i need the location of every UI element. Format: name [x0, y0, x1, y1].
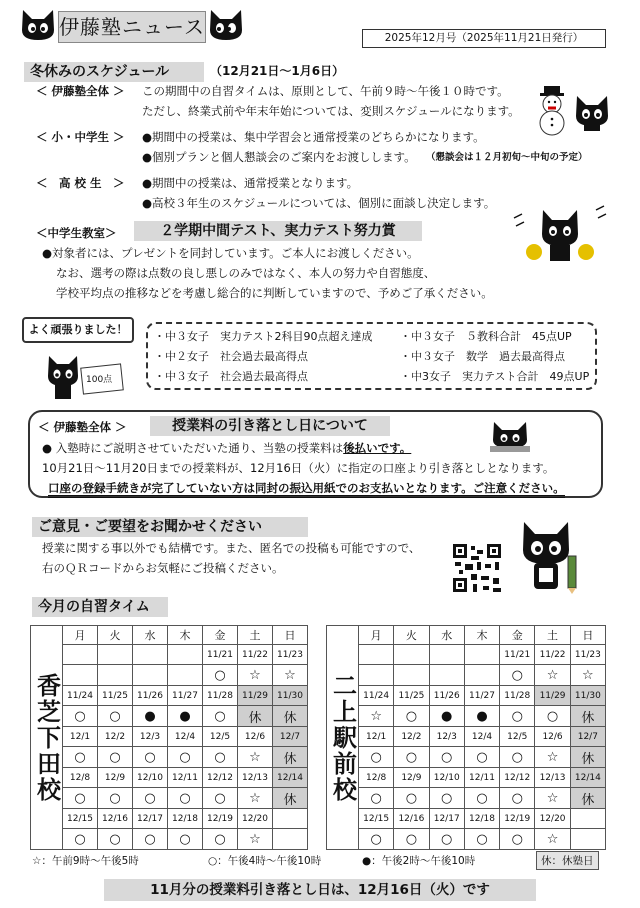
weekday-header: 金: [500, 626, 535, 645]
mark-cell: [63, 665, 98, 686]
mark-cell: [359, 665, 394, 686]
mark-cell: 休: [273, 788, 308, 809]
tuition-warning-text: 口座の登録手続きが完了していない方は同封の振込用紙でのお支払いとなります。ご注意ください。: [48, 481, 565, 498]
date-cell: [63, 645, 98, 665]
score-tag: 100点: [86, 375, 113, 385]
footer-notice: 11月分の授業料引き落とし日は、12月16日（火）です: [104, 879, 536, 901]
date-cell: 11/27: [168, 686, 203, 706]
date-cell: [133, 645, 168, 665]
mark-cell: ○: [464, 788, 499, 809]
mark-cell: ○: [98, 747, 133, 768]
date-row: [327, 645, 606, 665]
date-row: [31, 645, 308, 665]
mark-cell: ○: [359, 788, 394, 809]
qr-code-icon[interactable]: [451, 542, 503, 594]
winter-row-label: ＜ 小・中学生 ＞: [36, 130, 125, 144]
mark-cell: ○: [359, 747, 394, 768]
date-cell: 12/12: [203, 768, 238, 788]
cat-face-icon: [574, 94, 610, 132]
mark-cell: 休: [570, 788, 605, 809]
school-name: 二上駅前校: [327, 626, 359, 850]
mark-cell: ○: [394, 747, 429, 768]
date-cell: 12/20: [535, 809, 570, 829]
date-cell: 11/29: [535, 686, 570, 706]
date-cell: 12/19: [500, 809, 535, 829]
date-cell: 12/20: [238, 809, 273, 829]
mark-row: [31, 788, 308, 809]
feedback-title: ご意見・ご要望をお聞かせください: [32, 517, 308, 537]
date-cell: 11/23: [570, 645, 605, 665]
date-cell: 11/22: [535, 645, 570, 665]
mark-cell: ○: [203, 788, 238, 809]
mark-cell: ○: [500, 788, 535, 809]
mark-cell: ○: [394, 829, 429, 850]
date-cell: 12/15: [63, 809, 98, 829]
mark-row: [327, 665, 606, 686]
winter-row-label: ＜ 高 校 生 ＞: [36, 176, 125, 190]
mark-cell: [394, 665, 429, 686]
cheering-cat-icon: [512, 204, 608, 266]
date-row: [31, 809, 308, 829]
mark-cell: ○: [63, 706, 98, 727]
achievement-item: ・中３女子 ５教科合計 45点UP: [400, 330, 572, 343]
date-cell: 12/7: [570, 727, 605, 747]
mark-cell: ○: [63, 829, 98, 850]
date-cell: 12/3: [133, 727, 168, 747]
issue-date: 2025年12月号（2025年11月21日発行）: [362, 29, 606, 48]
legend-dot: ●：午後2時～午後10時: [362, 855, 476, 867]
achievement-item: ・中３女子 実力テスト2科目90点超え達成: [154, 330, 373, 343]
weekday-header: 木: [464, 626, 499, 645]
date-cell: 12/11: [464, 768, 499, 788]
weekday-header: 水: [429, 626, 464, 645]
date-cell: 12/3: [429, 727, 464, 747]
date-cell: 11/21: [203, 645, 238, 665]
weekday-header: 日: [570, 626, 605, 645]
midterm-label: ＜中学生教室＞: [36, 226, 117, 240]
date-cell: 12/6: [535, 727, 570, 747]
mark-cell: ○: [429, 829, 464, 850]
date-cell: 11/25: [394, 686, 429, 706]
date-cell: 11/30: [273, 686, 308, 706]
weekday-header: 金: [203, 626, 238, 645]
date-cell: 12/2: [394, 727, 429, 747]
mark-row: [31, 706, 308, 727]
date-cell: 12/4: [168, 727, 203, 747]
date-cell: 12/13: [535, 768, 570, 788]
tuition-label: ＜ 伊藤塾全体 ＞: [38, 420, 127, 434]
date-cell: 12/8: [63, 768, 98, 788]
mark-cell: 休: [570, 747, 605, 768]
mark-cell: ☆: [570, 665, 605, 686]
weekday-header: 火: [98, 626, 133, 645]
date-cell: 12/7: [273, 727, 308, 747]
date-cell: 12/19: [203, 809, 238, 829]
mark-cell: ☆: [238, 747, 273, 768]
mark-row: [327, 747, 606, 768]
feedback-text: 右のＱＲコードからお気軽にご投稿ください。: [42, 561, 284, 575]
calendar-title: 今月の自習タイム: [32, 597, 168, 617]
date-cell: 12/9: [98, 768, 133, 788]
mark-cell: ●: [133, 706, 168, 727]
date-cell: [98, 645, 133, 665]
date-cell: 12/5: [203, 727, 238, 747]
mark-row: [31, 747, 308, 768]
calendar-table-kashiba: [30, 625, 308, 850]
mark-cell: ○: [429, 747, 464, 768]
mark-row: [31, 665, 308, 686]
weekday-header: 月: [63, 626, 98, 645]
mark-cell: ●: [168, 706, 203, 727]
weekday-header: 日: [273, 626, 308, 645]
achievement-item: ・中２女子 社会過去最高得点: [154, 350, 308, 363]
winter-row-text: ●期間中の授業は、通常授業となります。: [142, 176, 359, 190]
date-cell: [394, 645, 429, 665]
winter-row-note: （懇談会は１２月初旬～中旬の予定）: [426, 152, 588, 163]
mark-cell: ○: [98, 706, 133, 727]
date-row: [31, 727, 308, 747]
winter-row-text: この期間中の自習タイムは、原則として、午前９時～午後１０時です。: [142, 84, 509, 98]
mark-cell: ○: [500, 706, 535, 727]
date-cell: 12/12: [500, 768, 535, 788]
date-cell: [168, 645, 203, 665]
date-cell: 11/27: [464, 686, 499, 706]
date-cell: 12/17: [429, 809, 464, 829]
mark-cell: [98, 665, 133, 686]
weekday-header: 土: [238, 626, 273, 645]
mark-cell: ○: [359, 829, 394, 850]
mark-cell: ☆: [535, 788, 570, 809]
winter-schedule-title: 冬休みのスケジュール: [24, 62, 204, 82]
praise-bubble: よく頑張りました！: [22, 317, 134, 343]
mark-cell: ○: [500, 665, 535, 686]
winter-row-text: ●高校３年生のスケジュールについては、個別に面談し決定します。: [142, 196, 496, 210]
cat-with-pencil-icon: [520, 518, 584, 594]
weekday-header: 月: [359, 626, 394, 645]
date-cell: 12/1: [63, 727, 98, 747]
snowman-icon: [534, 86, 570, 136]
date-cell: 12/18: [168, 809, 203, 829]
tuition-text: [42, 440, 411, 456]
mark-row: [327, 829, 606, 850]
mark-row: [327, 788, 606, 809]
mark-cell: ●: [464, 706, 499, 727]
mark-cell: [429, 665, 464, 686]
date-row: [31, 686, 308, 706]
mark-cell: [464, 665, 499, 686]
date-cell: 12/9: [394, 768, 429, 788]
date-cell: 12/14: [570, 768, 605, 788]
winter-period: （12月21日～1月6日）: [210, 64, 345, 78]
mark-row: [31, 829, 308, 850]
mark-cell: ○: [203, 829, 238, 850]
date-cell: 12/1: [359, 727, 394, 747]
date-cell: 11/24: [63, 686, 98, 706]
mark-cell: ☆: [238, 665, 273, 686]
tuition-warning: [48, 480, 565, 496]
date-cell: 12/14: [273, 768, 308, 788]
date-cell: 12/10: [429, 768, 464, 788]
mark-cell: ○: [429, 788, 464, 809]
mark-row: [327, 706, 606, 727]
mark-cell: ○: [203, 665, 238, 686]
date-cell: [464, 645, 499, 665]
mark-cell: ○: [133, 747, 168, 768]
date-cell: 12/8: [359, 768, 394, 788]
mark-cell: ☆: [535, 829, 570, 850]
mark-cell: ☆: [535, 665, 570, 686]
date-cell: 11/23: [273, 645, 308, 665]
legend-star: ☆：午前9時～午後5時: [32, 855, 139, 867]
mark-cell: ○: [63, 788, 98, 809]
feedback-text: 授業に関する事以外でも結構です。また、匿名での投稿も可能ですので、: [42, 541, 421, 555]
date-cell: 11/22: [238, 645, 273, 665]
winter-row-text: ただし、終業式前や年末年始については、変則スケジュールになります。: [142, 104, 520, 118]
date-cell: [429, 645, 464, 665]
winter-row-label: ＜ 伊藤塾全体 ＞: [36, 84, 125, 98]
date-row: [327, 809, 606, 829]
mark-cell: ○: [394, 788, 429, 809]
mark-cell: ☆: [238, 829, 273, 850]
mark-cell: ○: [168, 829, 203, 850]
date-cell: 12/11: [168, 768, 203, 788]
mark-cell: 休: [570, 706, 605, 727]
mark-cell: ○: [464, 829, 499, 850]
date-cell: 11/24: [359, 686, 394, 706]
mark-cell: 休: [273, 706, 308, 727]
midterm-text: なお、選考の際は点数の良し悪しのみではなく、本人の努力や自習態度、: [56, 266, 436, 280]
mark-cell: [168, 665, 203, 686]
date-row: [327, 686, 606, 706]
mark-cell: [133, 665, 168, 686]
mark-cell: ○: [464, 747, 499, 768]
date-cell: 12/18: [464, 809, 499, 829]
midterm-title: ２学期中間テスト、実力テスト努力賞: [134, 221, 422, 241]
cat-peek-icon: [490, 420, 530, 452]
calendar-table-futakami: [326, 625, 606, 850]
winter-row-text: ●個別プランと個人懇談会のご案内をお渡しします。: [142, 150, 416, 164]
date-cell: 12/10: [133, 768, 168, 788]
cat-face-icon: [208, 8, 244, 42]
date-cell: 11/21: [500, 645, 535, 665]
mark-cell: ●: [429, 706, 464, 727]
cat-face-icon: [20, 8, 56, 42]
mark-cell: 休: [238, 706, 273, 727]
mark-cell: [570, 829, 605, 850]
date-cell: 11/28: [500, 686, 535, 706]
mark-cell: ○: [535, 706, 570, 727]
legend-off: 休：休塾日: [536, 851, 599, 870]
date-cell: [570, 809, 605, 829]
school-name: 香芝下田校: [31, 626, 63, 850]
mark-cell: ○: [500, 747, 535, 768]
mark-cell: ○: [203, 706, 238, 727]
weekday-header: 火: [394, 626, 429, 645]
midterm-text: ●対象者には、プレゼントを同封しています。ご本人にお渡しください。: [42, 246, 419, 260]
weekday-header: 水: [133, 626, 168, 645]
weekday-header: 土: [535, 626, 570, 645]
date-row: [327, 727, 606, 747]
date-cell: 11/29: [238, 686, 273, 706]
mark-cell: ○: [63, 747, 98, 768]
mark-cell: ○: [203, 747, 238, 768]
date-cell: [359, 645, 394, 665]
date-cell: 12/6: [238, 727, 273, 747]
mark-cell: ☆: [238, 788, 273, 809]
mark-cell: ○: [133, 788, 168, 809]
weekday-header: 木: [168, 626, 203, 645]
midterm-text: 学校平均点の推移などを考慮し総合的に判断していますので、予めご了承ください。: [56, 286, 493, 300]
date-cell: 12/13: [238, 768, 273, 788]
tuition-title: 授業料の引き落とし日について: [150, 416, 390, 436]
mark-cell: ○: [133, 829, 168, 850]
date-cell: 12/2: [98, 727, 133, 747]
date-cell: 12/17: [133, 809, 168, 829]
legend-circle: ○：午後4時～午後10時: [208, 855, 322, 867]
mark-cell: ☆: [359, 706, 394, 727]
mark-cell: ○: [98, 788, 133, 809]
tuition-text: 10月21日～11月20日までの授業料が、12月16日（火）に指定の口座より引き落としとなります。: [42, 461, 555, 475]
date-cell: 11/26: [429, 686, 464, 706]
mark-cell: ○: [168, 788, 203, 809]
date-cell: 12/16: [394, 809, 429, 829]
mark-cell: ○: [98, 829, 133, 850]
tuition-text-emphasis: 後払いです。: [343, 441, 412, 455]
date-cell: 12/4: [464, 727, 499, 747]
date-row: [327, 768, 606, 788]
mark-cell: ○: [500, 829, 535, 850]
tuition-text-pre: ● 入塾時にご説明させていただいた通り、当塾の授業料は: [42, 441, 344, 455]
date-row: [31, 768, 308, 788]
winter-row-text: ●期間中の授業は、集中学習会と通常授業のどちらかになります。: [142, 130, 485, 144]
achievement-item: ・中３女子 数学 過去最高得点: [400, 350, 565, 363]
date-cell: [273, 809, 308, 829]
mark-cell: ☆: [273, 665, 308, 686]
date-cell: 11/28: [203, 686, 238, 706]
date-cell: 11/26: [133, 686, 168, 706]
achievement-item: ・中3女子 実力テスト合計 49点UP: [400, 370, 590, 383]
date-cell: 12/16: [98, 809, 133, 829]
date-cell: 11/25: [98, 686, 133, 706]
date-cell: 11/30: [570, 686, 605, 706]
mark-cell: ○: [168, 747, 203, 768]
mark-cell: ☆: [535, 747, 570, 768]
achievement-item: ・中３女子 社会過去最高得点: [154, 370, 308, 383]
date-cell: 12/5: [500, 727, 535, 747]
mark-cell: 休: [273, 747, 308, 768]
mark-cell: [273, 829, 308, 850]
mark-cell: ○: [394, 706, 429, 727]
date-cell: 12/15: [359, 809, 394, 829]
newsletter-title: 伊藤塾ニュース: [58, 11, 206, 43]
